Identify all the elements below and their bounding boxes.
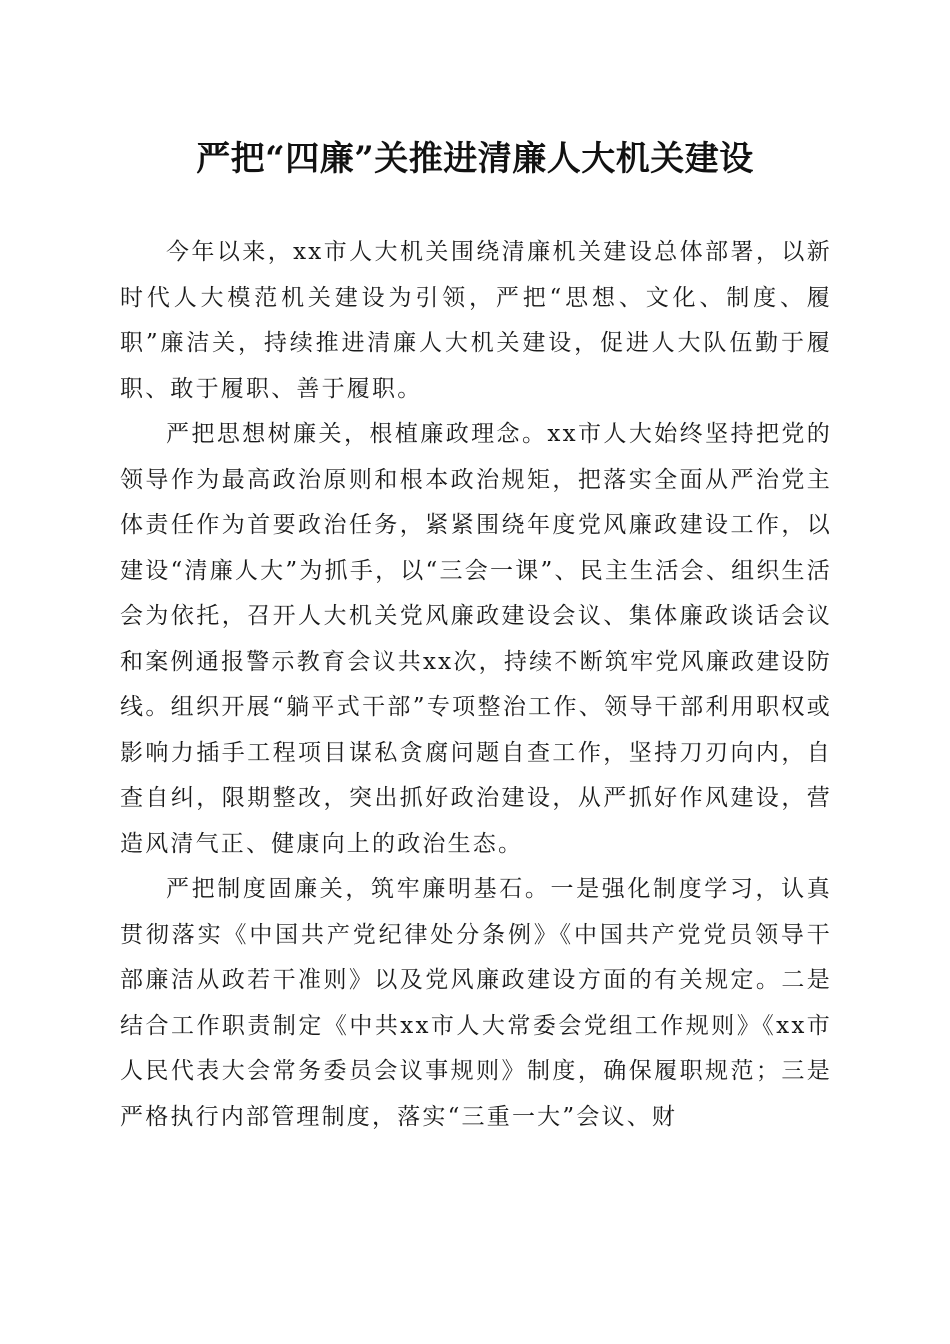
paragraph-intro: 今年以来，xx市人大机关围绕清廉机关建设总体部署，以新时代人大模范机关建设为引领，严把“思想、文化、制度、履职”廉洁关，持续推进清廉人大机关建设，促进人大队伍勤于履职、敢于履职、善于履职。 <box>120 239 832 402</box>
paragraph-system: 严把制度固廉关，筑牢廉明基石。一是强化制度学习，认真贯彻落实《中国共产党纪律处分条例》《中国共产党党员领导干部廉洁从政若干准则》以及党风廉政建设方面的有关规定。二是结合工作职责制定《中共xx市人大常委会党组工作规则》《xx市人民代表大会常务委员会议事规则》制度，确保履职规范；三是严格执行内部管理制度，落实“三重一大”会议、财 <box>120 876 832 1130</box>
document-body <box>120 230 832 1140</box>
document-title: 严把“四廉”关推进清廉人大机关建设 <box>196 139 754 179</box>
paragraph-thought: 严把思想树廉关，根植廉政理念。xx市人大始终坚持把党的领导作为最高政治原则和根本政治规矩，把落实全面从严治党主体责任作为首要政治任务，紧紧围绕年度党风廉政建设工作，以建设“清廉人大”为抓手，以“三会一课”、民主生活会、组织生活会为依托，召开人大机关党风廉政建设会议、集体廉政谈话会议和案例通报警示教育会议共xx次，持续不断筑牢党风廉政建设防线。组织开展“躺平式干部”专项整治工作、领导干部利用职权或影响力插手工程项目谋私贪腐问题自查工作，坚持刀刃向内，自查自纠，限期整改，突出抓好政治建设，从严抓好作风建设，营造风清气正、健康向上的政治生态。 <box>120 421 832 857</box>
